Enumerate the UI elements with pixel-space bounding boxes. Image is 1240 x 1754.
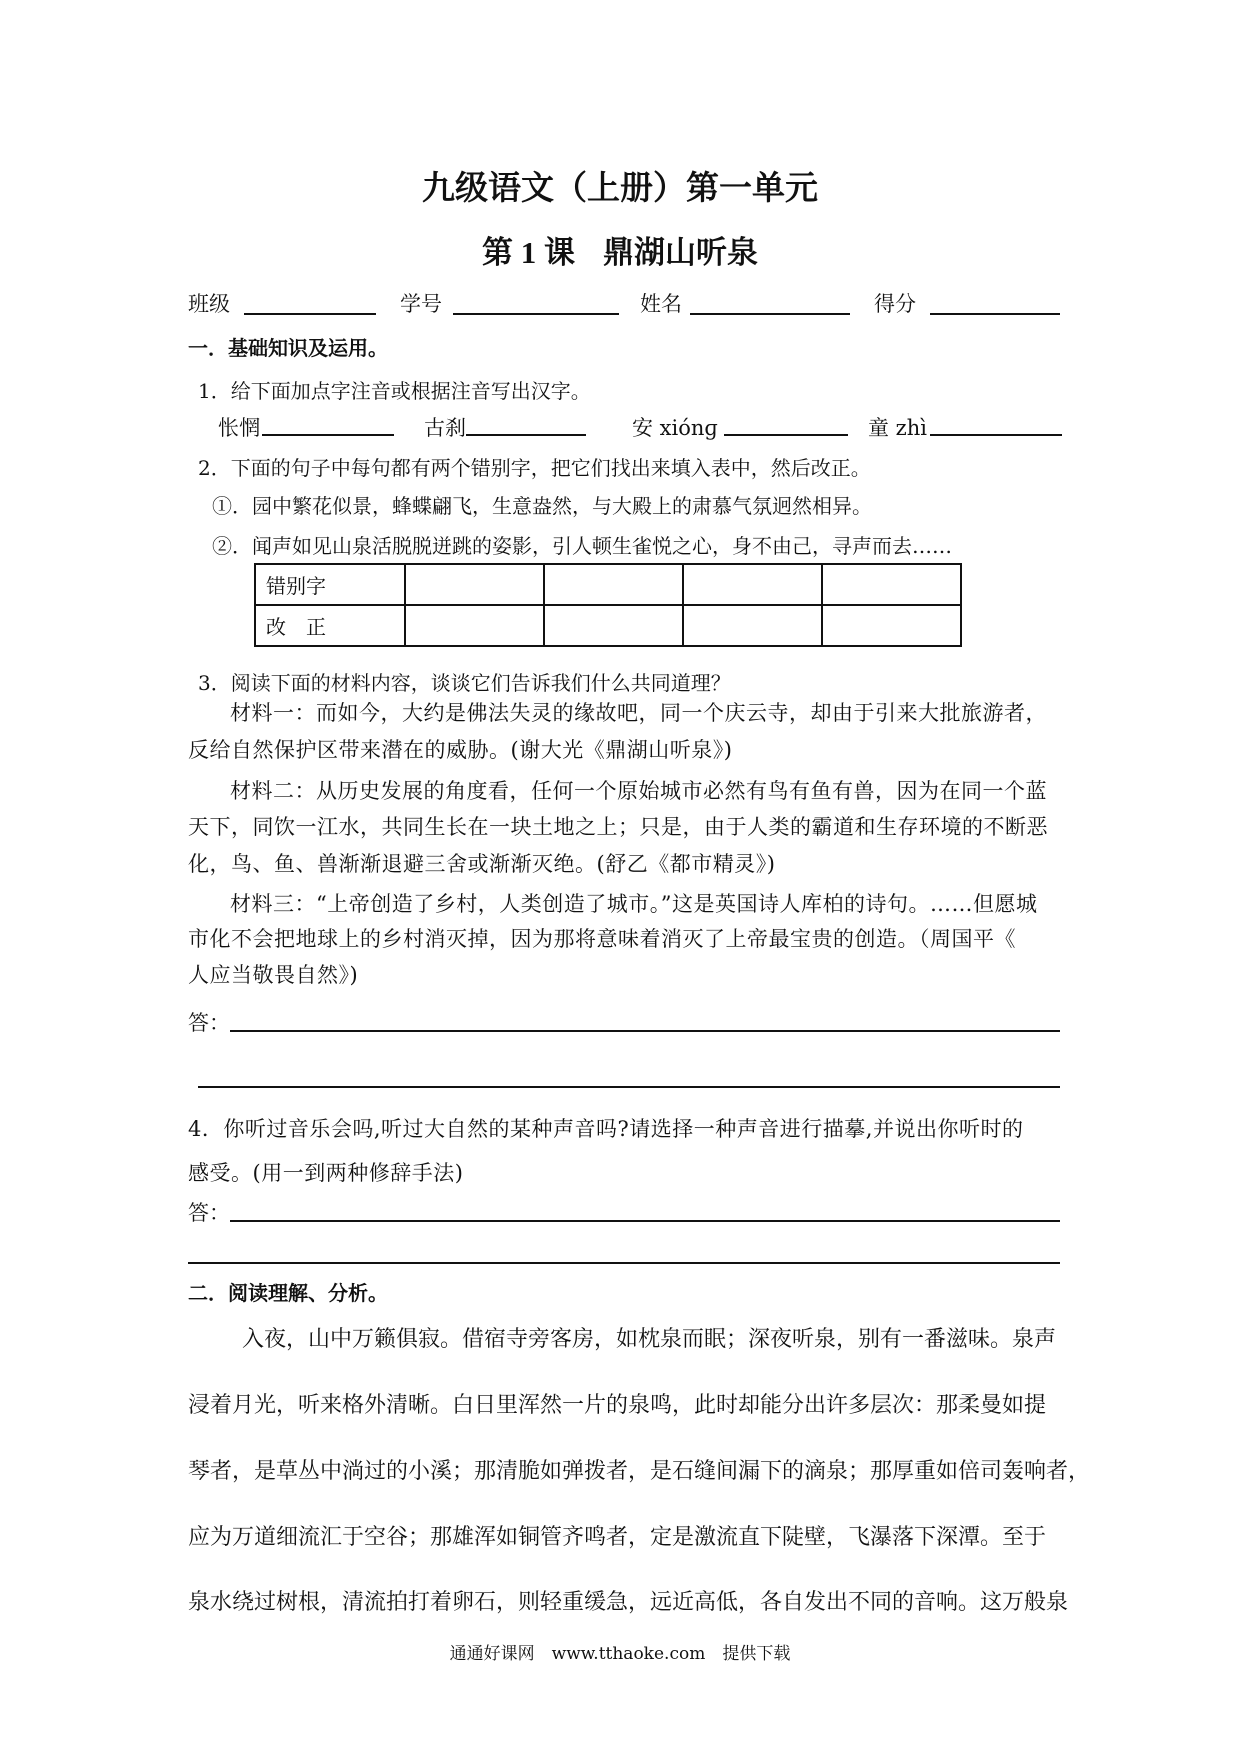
table-cell[interactable] bbox=[405, 605, 544, 646]
field-class-blank[interactable] bbox=[244, 313, 376, 315]
q1-blank-3[interactable] bbox=[724, 434, 848, 436]
q4-line-1: 4．你听过音乐会吗,听过大自然的某种声音吗?请选择一种声音进行描摹,并说出你听时的 bbox=[188, 1117, 1024, 1141]
q3-line-6: 材料三：“上帝创造了乡村，人类创造了城市。”这是英国诗人库柏的诗句。……但愿城 bbox=[230, 892, 1038, 916]
q3-answer-label: 答： bbox=[188, 1011, 230, 1035]
q2-sentence-1: ①．园中繁花似景，蜂蝶翩飞，生意盎然，与大殿上的肃慕气氛迥然相异。 bbox=[212, 494, 872, 518]
q3-line-1: 材料一：而如今，大约是佛法失灵的缘故吧，同一个庆云寺，却由于引来大批旅游者， bbox=[230, 701, 1047, 725]
q1-blank-2[interactable] bbox=[466, 434, 586, 436]
q3-line-4: 天下，同饮一江水，共同生长在一块土地之上；只是，由于人类的霸道和生存环境的不断恶 bbox=[188, 815, 1048, 839]
table-cell[interactable] bbox=[544, 605, 683, 646]
q4-answer-line-1[interactable] bbox=[230, 1220, 1060, 1222]
q1-item-3: 安 xiónɡ bbox=[632, 416, 718, 440]
q3-answer-line-1[interactable] bbox=[230, 1030, 1060, 1032]
q1-blank-1[interactable] bbox=[262, 434, 394, 436]
q1-item-4: 童 zhì bbox=[868, 416, 927, 440]
reading-line-3: 琴者，是草丛中淌过的小溪；那清脆如弹拨者，是石缝间漏下的滴泉；那厚重如倍司轰响者， bbox=[188, 1459, 1091, 1484]
section2-heading: 二．阅读理解、分析。 bbox=[188, 1281, 388, 1305]
section1-heading: 一．基础知识及运用。 bbox=[188, 336, 388, 360]
q4-line-2: 感受。(用一到两种修辞手法) bbox=[188, 1161, 464, 1185]
reading-line-2: 浸着月光，听来格外清晰。白日里浑然一片的泉鸣，此时却能分出许多层次：那柔曼如提 bbox=[188, 1393, 1047, 1418]
row-label-errors: 错别字 bbox=[255, 564, 405, 605]
q3-line-8: 人应当敬畏自然》) bbox=[188, 963, 359, 987]
q3-line-2: 反给自然保护区带来潜在的威胁。(谢大光《鼎湖山听泉》) bbox=[188, 738, 733, 762]
q3-line-7: 市化不会把地球上的乡村消灭掉，因为那将意味着消灭了上帝最宝贵的创造。（周国平《 bbox=[188, 927, 1016, 951]
document-title: 九级语文（上册）第一单元 bbox=[422, 168, 818, 207]
footer-source: 通通好课网 www.tthaoke.com 提供下载 bbox=[449, 1644, 791, 1664]
table-cell[interactable] bbox=[405, 564, 544, 605]
row-label-corrections: 改 正 bbox=[255, 605, 405, 646]
table-cell[interactable] bbox=[822, 605, 961, 646]
q3-line-3: 材料二：从历史发展的角度看，任何一个原始城市必然有鸟有鱼有兽，因为在同一个蓝 bbox=[230, 779, 1047, 803]
reading-line-5: 泉水绕过树根，清流拍打着卵石，则轻重缓急，远近高低，各自发出不同的音响。这万般泉 bbox=[188, 1590, 1069, 1615]
q4-answer-label: 答： bbox=[188, 1201, 230, 1225]
field-score-label: 得分 bbox=[874, 292, 916, 316]
q1-prompt: 1．给下面加点字注音或根据注音写出汉字。 bbox=[198, 379, 591, 403]
q3-answer-line-2[interactable] bbox=[198, 1086, 1060, 1088]
table-cell[interactable] bbox=[683, 564, 822, 605]
field-score-blank[interactable] bbox=[930, 313, 1060, 315]
q2-sentence-2: ②．闻声如见山泉活脱脱迸跳的姿影，引人顿生雀悦之心，身不由己，寻声而去…… bbox=[212, 534, 952, 558]
field-number-label: 学号 bbox=[400, 292, 442, 316]
lesson-title bbox=[0, 227, 1240, 272]
table-row bbox=[255, 605, 961, 646]
q3-prompt: 3．阅读下面的材料内容，谈谈它们告诉我们什么共同道理？ bbox=[198, 671, 731, 695]
lesson-name: 鼎湖山听泉 bbox=[603, 235, 758, 271]
q2-prompt: 2．下面的句子中每句都有两个错别字，把它们找出来填入表中，然后改正。 bbox=[198, 456, 871, 480]
table-cell[interactable] bbox=[544, 564, 683, 605]
table-cell[interactable] bbox=[683, 605, 822, 646]
field-name-label: 姓名 bbox=[640, 292, 682, 316]
reading-line-4: 应为万道细流汇于空谷；那雄浑如铜管齐鸣者，定是激流直下陡壁，飞瀑落下深潭。至于 bbox=[188, 1525, 1047, 1550]
field-name-blank[interactable] bbox=[690, 313, 850, 315]
table-cell[interactable] bbox=[822, 564, 961, 605]
reading-line-1: 入夜，山中万籁俱寂。借宿寺旁客房，如枕泉而眠；深夜听泉，别有一番滋味。泉声 bbox=[242, 1327, 1057, 1352]
q1-item-2: 古刹 bbox=[424, 416, 466, 440]
field-number-blank[interactable] bbox=[453, 313, 619, 315]
q3-line-5: 化，鸟、鱼、兽渐渐退避三舍或渐渐灭绝。(舒乙《都市精灵》) bbox=[188, 852, 776, 876]
q4-answer-line-2[interactable] bbox=[188, 1262, 1060, 1264]
error-correction-table bbox=[254, 563, 962, 647]
table-row bbox=[255, 564, 961, 605]
lesson-number: 第 1 课 bbox=[482, 235, 575, 270]
q1-item-1: 怅惘 bbox=[218, 416, 260, 440]
field-class-label: 班级 bbox=[188, 292, 230, 316]
q1-blank-4[interactable] bbox=[930, 434, 1062, 436]
